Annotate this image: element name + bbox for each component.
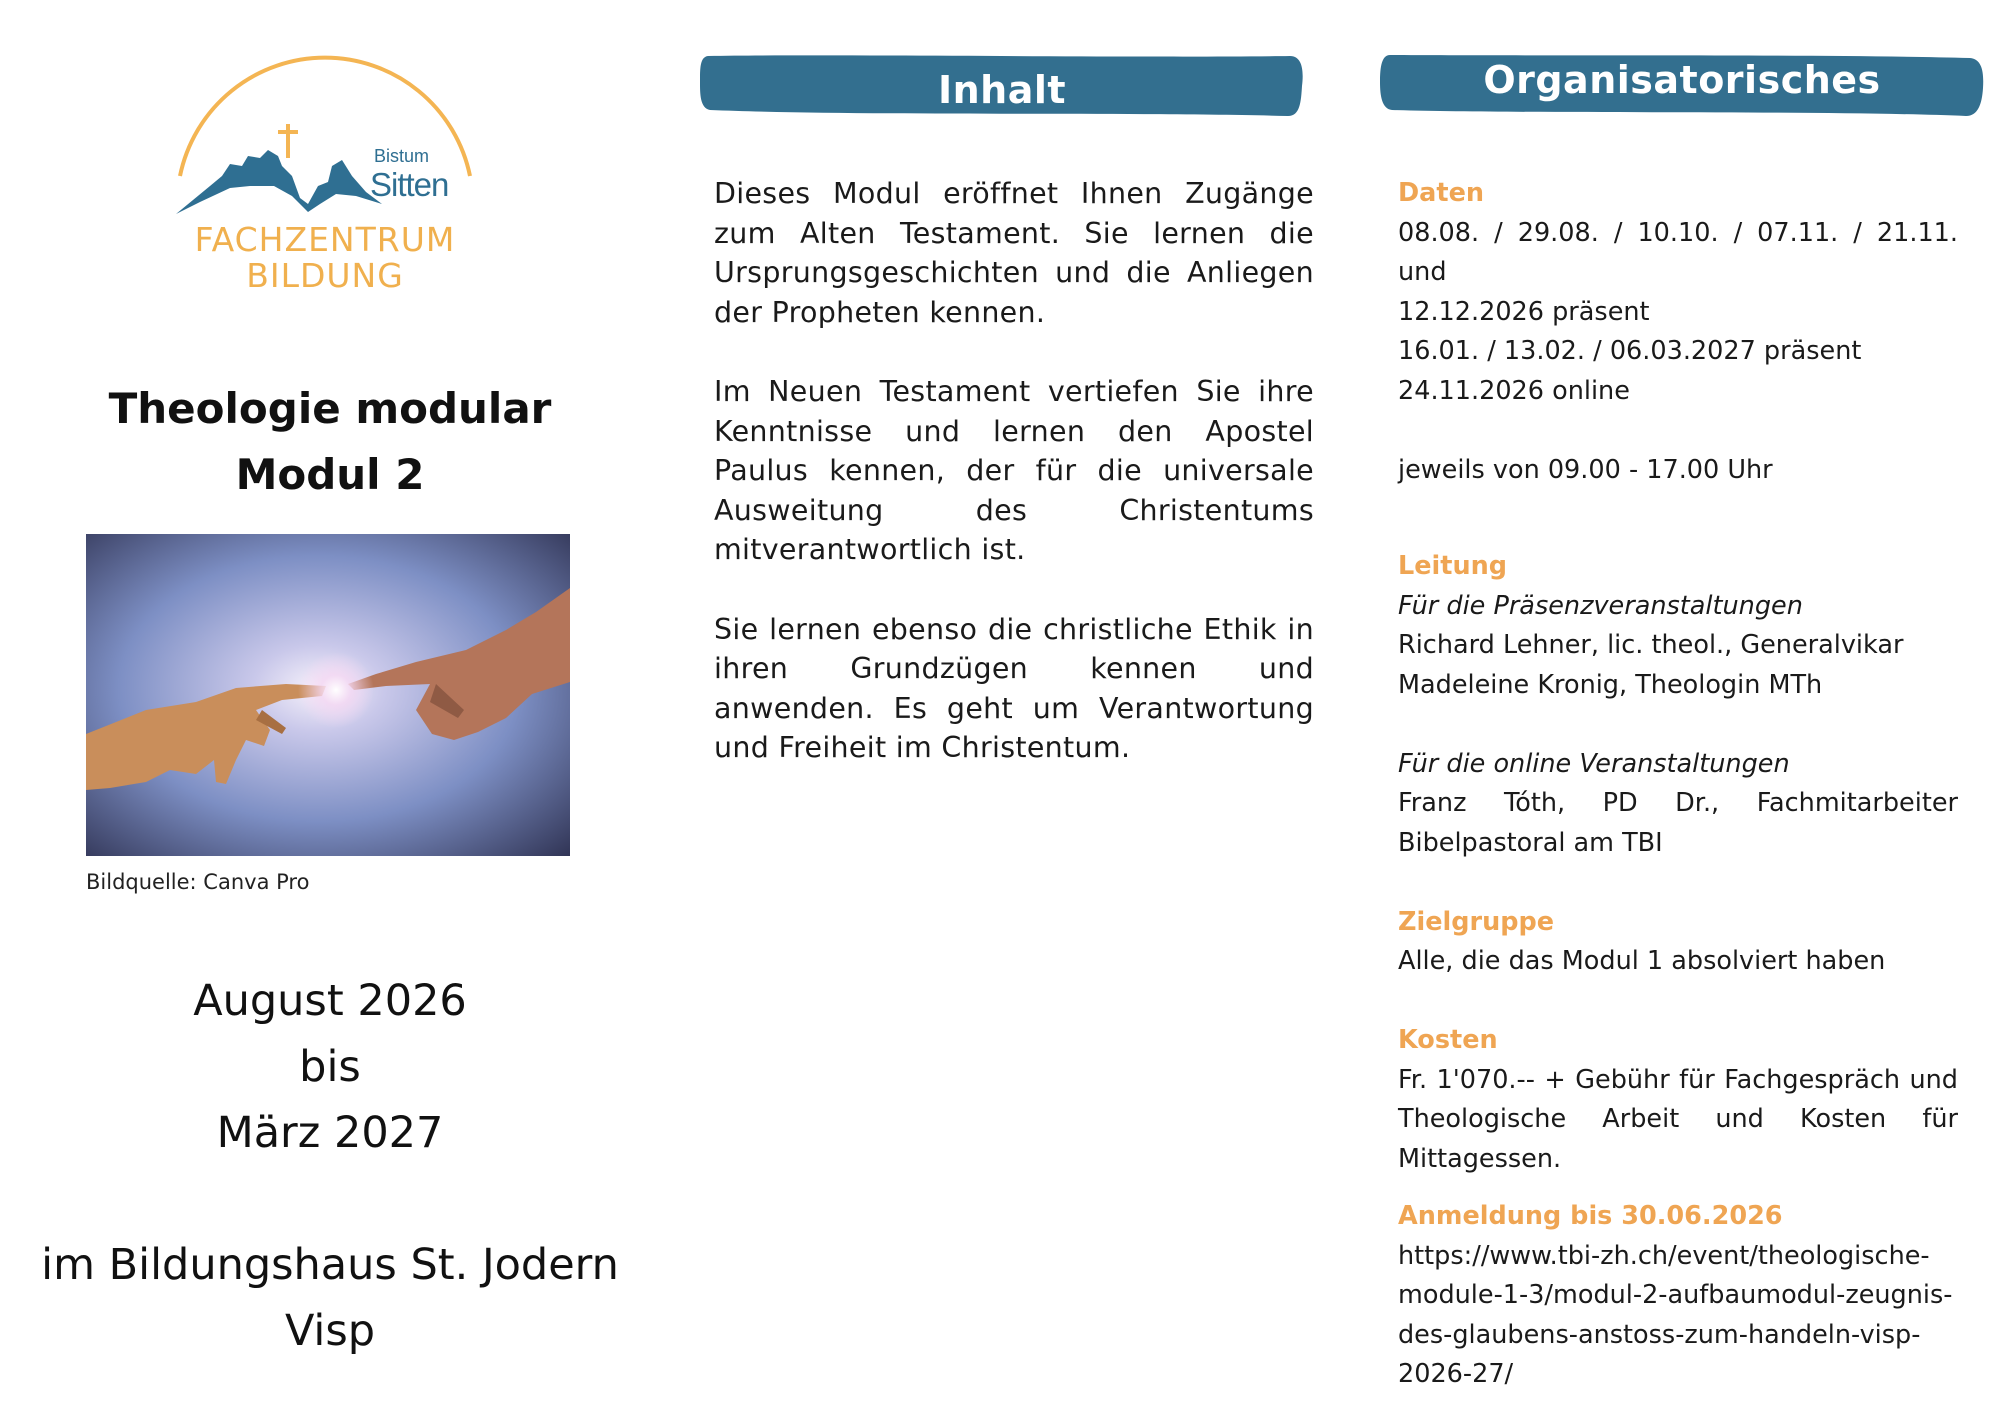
daten-line-4: 24.11.2026 online — [1398, 375, 1630, 406]
inhalt-banner — [700, 54, 1304, 118]
logo-bildung: BILDUNG — [246, 256, 404, 295]
kosten-line-3: Mittagessen. — [1398, 1143, 1562, 1174]
page-title: Theologie modular — [108, 384, 552, 433]
daten-time: jeweils von 09.00 - 17.00 Uhr — [1398, 454, 1773, 485]
daten-line-3: 16.01. / 13.02. / 06.03.2027 präsent — [1398, 336, 1862, 366]
leitung-person-1: Richard Lehner, lic. theol., Generalvikar — [1398, 630, 1904, 660]
leitung-person-2: Madeleine Kronig, Theologin MTh — [1398, 669, 1823, 700]
kosten-line-1: Fr. 1'070.-- + Gebühr für Fachgespräch und — [1398, 1064, 1958, 1095]
date-to: März 2027 — [216, 1108, 444, 1158]
organisatorisches-text — [1398, 174, 1958, 1395]
organisatorisches-heading: Organisatorisches — [1483, 58, 1881, 102]
inhalt-paragraph-3: Sie lernen ebenso die christliche Ethik in ihren Grundzügen kennen und anwenden. Es geht um Verantwortung und Freiheit im Christentum. — [714, 612, 1314, 764]
anmeldung-url-line-4[interactable]: 2026-27/ — [1398, 1359, 1514, 1389]
venue: im Bildungshaus St. Jodern — [41, 1240, 619, 1290]
daten-title: Daten — [1398, 178, 1485, 208]
leitung-person-3-line-1: Franz Tóth, PD Dr., Fachmitarbeiter — [1398, 788, 1958, 818]
date-to-word: bis — [299, 1042, 361, 1092]
zielgruppe-title: Zielgruppe — [1398, 906, 1555, 937]
leitung-online-label: Für die online Veranstaltungen — [1398, 748, 1790, 779]
kosten-line-2: Theologische Arbeit und Kosten für — [1398, 1104, 1958, 1134]
hands-illustration — [86, 534, 570, 856]
leitung-praesenz-label: Für die Präsenzveranstaltungen — [1398, 590, 1803, 621]
inhalt-heading: Inhalt — [937, 68, 1067, 112]
town: Visp — [284, 1306, 376, 1356]
zielgruppe-text: Alle, die das Modul 1 absolviert haben — [1398, 946, 1886, 976]
logo-fachzentrum: FACHZENTRUM — [194, 220, 456, 259]
leitung-person-3-line-2: Bibelpastoral am TBI — [1398, 827, 1663, 858]
logo-sitten: Sitten — [370, 166, 449, 203]
inhalt-paragraph-1: Dieses Modul eröffnet Ihnen Zugänge zum Alten Testament. Sie lernen die Ursprungsgeschichten und die Anliegen der Propheten kennen. — [714, 177, 1314, 329]
inhalt-text — [714, 174, 1314, 808]
fachzentrum-logo — [170, 36, 480, 296]
hands-photo — [86, 534, 570, 856]
anmeldung-url-line-2[interactable]: module-1-3/modul-2-aufbaumodul-zeugnis- — [1398, 1280, 1953, 1310]
leitung-title: Leitung — [1398, 551, 1508, 581]
organisatorisches-banner — [1380, 54, 1984, 118]
inhalt-paragraph-2: Im Neuen Testament vertiefen Sie ihre Kenntnisse und lernen den Apostel Paulus kennen, der für die universale Ausweitung des Christentums mitverantwortlich ist. — [714, 375, 1314, 566]
anmeldung-url-line-1[interactable]: https://www.tbi-zh.ch/event/theologische- — [1398, 1240, 1930, 1271]
daten-line-1: 08.08. / 29.08. / 10.10. / 07.11. / 21.11. und — [1398, 217, 1958, 287]
anmeldung-url-line-3[interactable]: des-glaubens-anstoss-zum-handeln-visp- — [1398, 1319, 1921, 1350]
date-from: August 2026 — [193, 976, 467, 1026]
anmeldung-title: Anmeldung bis 30.06.2026 — [1398, 1201, 1783, 1231]
logo-bistum: Bistum — [374, 146, 430, 166]
daten-line-2: 12.12.2026 präsent — [1398, 296, 1650, 327]
page-subtitle: Modul 2 — [235, 450, 425, 499]
photo-credit: Bildquelle: Canva Pro — [86, 870, 310, 894]
kosten-title: Kosten — [1398, 1025, 1498, 1055]
